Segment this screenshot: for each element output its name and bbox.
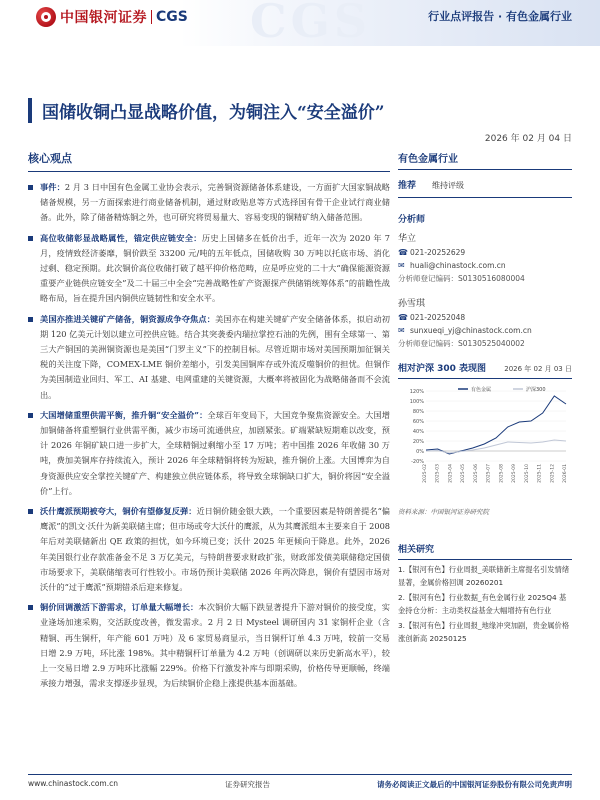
core-view-text: 全球百年变局下，大国竞争聚焦资源安全。大国增加铜储备将重塑铜行业供需平衡，减少市场可流通供应，加剧紧张。矿端紧缺短期难以改变，预计 2026 年铜矿缺口进一步扩大，全球精铜过剩缩小至 17 万吨；若中国推 2026 年收储 30 万吨，费加美铜库存持续流入，预计 2026 年全球精铜将转为短缺，推升铜价上涨。大国博弈为自身资源供应安全掌控关键矿产、构建独立供应链体系，将导致全球铜缺口扩大，铜价将因“安全溢价”上行。 xyxy=(40,409,390,496)
logo-en-text: CGS xyxy=(156,9,188,25)
core-view-item xyxy=(28,504,390,595)
performance-title: 相对沪深 300 表现图 xyxy=(398,364,487,374)
x-tick-label: 2025-05 xyxy=(461,464,467,483)
analyst-email[interactable]: huali@chinastock.com.cn xyxy=(410,261,506,270)
report-type: 行业点评报告 · 有色金属行业 xyxy=(428,10,572,23)
phone-icon: ☎ xyxy=(398,248,408,257)
x-tick-label: 2025-07 xyxy=(486,464,492,483)
analyst-heading: 分析师 xyxy=(398,215,426,225)
rating xyxy=(398,178,572,191)
page-footer xyxy=(28,774,572,790)
x-tick-label: 2026-01 xyxy=(563,464,568,483)
rating-divider xyxy=(398,197,572,198)
performance-chart xyxy=(398,381,572,505)
core-view-item xyxy=(28,408,390,499)
logo-divider xyxy=(151,10,152,24)
y-tick-label: 120% xyxy=(409,389,424,395)
analyst-phone: 021-20252629 xyxy=(410,248,466,257)
x-tick-label: 2025-12 xyxy=(550,464,556,483)
y-tick-label: 20% xyxy=(412,439,424,445)
rating-value: 维持评级 xyxy=(432,181,465,190)
rating-label: 推荐 xyxy=(398,181,417,191)
x-tick-label: 2025-10 xyxy=(524,464,530,483)
y-tick-label: -20% xyxy=(411,459,424,465)
analyst-phone: 021-20252048 xyxy=(410,313,466,322)
core-view-lead: 事件： xyxy=(40,182,65,192)
y-tick-label: 80% xyxy=(412,409,424,415)
report-title: 国储收铜凸显战略价值，为铜注入“安全溢价” xyxy=(28,98,385,123)
footer-disclaimer: 请务必阅读正文最后的中国银河证券股份有限公司免责声明 xyxy=(376,780,572,789)
core-view-text: 历史上国储多在低价出手，近年一次为 2020 年 7 月，疫情致经济萎靡，铜价跌至 33200 元/吨的五年低点，国储收购 30 万吨以托底市场、消化过剩、稳定预期。此次铜价高位收储打破了越平抑价格范畴，应是呼应党的二十大“确保能源资源重要产业链供应链安全”及二十届三中全会“完善战略性矿产资源探产供储销统筹体系”的前瞻性战略布局，旨在提升国内铜供应链韧性和安全水平。 xyxy=(40,232,390,304)
core-view-text: 近日铜价随金银大跌，一个重要因素是特朗普提名“偏鹰派”的凯文·沃什为新美联储主席；但市场或夸大沃什的鹰派，从为其鹰派组本主要来自于 2008 年后对美联储新出 QE 政策的担忧，如今环境已变；沃什 2025 年更倾向于降息。此外，2026 年美国银行业存款准备金不足 3 万亿美元，与特朗普要求财政扩张，财政部发债美联储稳定国债市场要求下，美联储缩表可行性较小。市场仍预计美联储 2026 年两次降息，铜价有望因市场对沃什的“过于鹰派”预期错杀后迎来修复。 xyxy=(40,506,390,593)
core-view-lead: 沃什鹰派预期被夸大，铜价有望修复反弹： xyxy=(40,506,197,517)
footer-url[interactable]: www.chinastock.com.cn xyxy=(28,779,118,788)
logo-cn-text: 中国银河证券 xyxy=(60,10,147,26)
analyst-phone-row xyxy=(398,313,572,322)
related-list xyxy=(398,564,572,645)
y-tick-label: 60% xyxy=(412,419,424,425)
y-tick-label: 40% xyxy=(412,429,424,435)
logo-mark-icon xyxy=(36,7,56,27)
core-view-lead: 高位收储彰显战略属性，锚定供应链安全： xyxy=(40,232,202,243)
performance-date: 2026 年 02 月 03 日 xyxy=(504,365,572,373)
analyst-email[interactable]: sunxueqi_yj@chinastock.com.cn xyxy=(410,326,532,335)
core-view-item xyxy=(28,600,390,691)
analyst-card xyxy=(398,231,572,284)
performance-header xyxy=(398,361,572,379)
analyst-email-row xyxy=(398,326,572,335)
related-item[interactable]: 1.【银河有色】行业周报_美联储新主席提名引发情绪显著，金属价格回调 20260201 xyxy=(398,565,570,587)
analyst-card xyxy=(398,296,572,349)
analyst-cert: 分析师登记编码：S0130516080004 xyxy=(398,274,525,283)
core-views-title: 核心观点 xyxy=(28,150,390,172)
related-item[interactable]: 2.【银河有色】行业数据_有色金属行业 2025Q4 基金持仓分析：主动类权益基金大幅增持有色行业 xyxy=(398,593,567,615)
core-view-lead: 铜价回调激活下游需求，订单量大幅增长： xyxy=(40,602,199,613)
core-view-text: 2 月 3 日中国有色金属工业协会表示，完善铜资源储备体系建设，一方面扩大国家铜战略储备规模，另一方面探索进行商业储备机制，通过财政贴息等方式选择国有骨干企业试行商业储备。此外，除了储备精炼铜之外，也可研究将贸易量大、容易变现的铜精矿纳入储备范围。 xyxy=(40,182,390,223)
analyst-cert: 分析师登记编码：S0130525040002 xyxy=(398,339,525,348)
chart-source: 资料来源：中国银河证券研究院 xyxy=(398,508,489,516)
x-tick-label: 2025-09 xyxy=(512,464,518,483)
x-tick-label: 2025-11 xyxy=(537,464,543,483)
related-item[interactable]: 3.【银河有色】行业周报_地缘冲突加剧，贵金属价格涨创新高 20250125 xyxy=(398,621,570,643)
core-view-text: 美国亦在构建关键矿产安全储备体系，拟启动初期 120 亿美元计划以建立可控供应链。结合其突袭委内瑞拉掌控石油的先例，围有全球第一、第三大产铜国的美洲铜资源也是美国“门罗主义”下的控制目标。尽管近期市场对美国预期加征铜关税的关注度下降，COMEX-LME 铜价差缩小，引发美国铜库存或外流反噬铜价的担忧。但铜作为美国制造业回归、军工、AI 基建、电网重建的关键资源，大概率将被固化为战略储备而不会流出。 xyxy=(40,313,390,400)
legend-label: 有色金属 xyxy=(471,387,492,393)
company-logo xyxy=(36,6,188,28)
related-heading: 相关研究 xyxy=(398,542,572,560)
email-icon: ✉ xyxy=(398,261,405,270)
y-tick-label: 0% xyxy=(416,449,424,455)
x-tick-label: 2025-04 xyxy=(448,464,454,483)
analyst-name: 孙雪琪 xyxy=(398,299,426,309)
analyst-list xyxy=(398,231,572,349)
header-watermark: CGS xyxy=(250,0,372,48)
y-tick-label: 100% xyxy=(409,399,424,405)
core-views-list xyxy=(28,180,390,692)
x-tick-label: 2025-02 xyxy=(423,464,428,483)
core-view-lead: 美国亦推进关键矿产储备，铜资源成争夺焦点： xyxy=(40,313,216,324)
analyst-phone-row xyxy=(398,248,572,257)
sidebar xyxy=(398,150,572,648)
analyst-email-row xyxy=(398,261,572,270)
footer-doc-type: 证券研究报告 xyxy=(224,780,270,789)
core-view-item xyxy=(28,180,390,226)
performance-chart-svg xyxy=(398,381,572,501)
analyst-name: 华立 xyxy=(398,234,417,244)
x-tick-label: 2025-08 xyxy=(499,464,505,483)
core-view-text: 本次铜价大幅下跌显著提升下游对铜价的接受度，实业逢场加速采购，交活跃度改善，微发需求。2 月 2 日 Mysteel 调研国内 31 家铜杆企业（含精铜、再生铜杆，年产能 601 万吨）及 6 家贸易商显示，当日铜杆订单 4.3 万吨，较前一交易日增 2.9 万吨，环比涨 198%。其中精铜杆订单量为 4.2 万吨（创调研以来历史新高水平），较上一交易日增 2.9 万吨环比涨幅 229%。价格下行激发补库与即期采购，价格传导更顺畅，终端承接力增强，需求支撑逐步显现，为后续铜价企稳上涨提供基本面基础。 xyxy=(40,602,390,689)
core-view-item xyxy=(28,312,390,403)
x-tick-label: 2025-03 xyxy=(435,464,441,483)
industry-label: 有色金属行业 xyxy=(398,150,572,170)
core-view-item xyxy=(28,231,390,307)
core-views-section xyxy=(28,150,390,697)
phone-icon: ☎ xyxy=(398,313,408,322)
legend-label: 沪深300 xyxy=(526,387,546,393)
core-view-lead: 大国增储重塑供需平衡，推升铜“安全溢价”： xyxy=(40,409,208,420)
page-header xyxy=(0,0,600,46)
x-tick-label: 2025-06 xyxy=(473,464,479,483)
report-date: 2026 年 02 月 04 日 xyxy=(484,134,572,144)
email-icon: ✉ xyxy=(398,326,405,335)
